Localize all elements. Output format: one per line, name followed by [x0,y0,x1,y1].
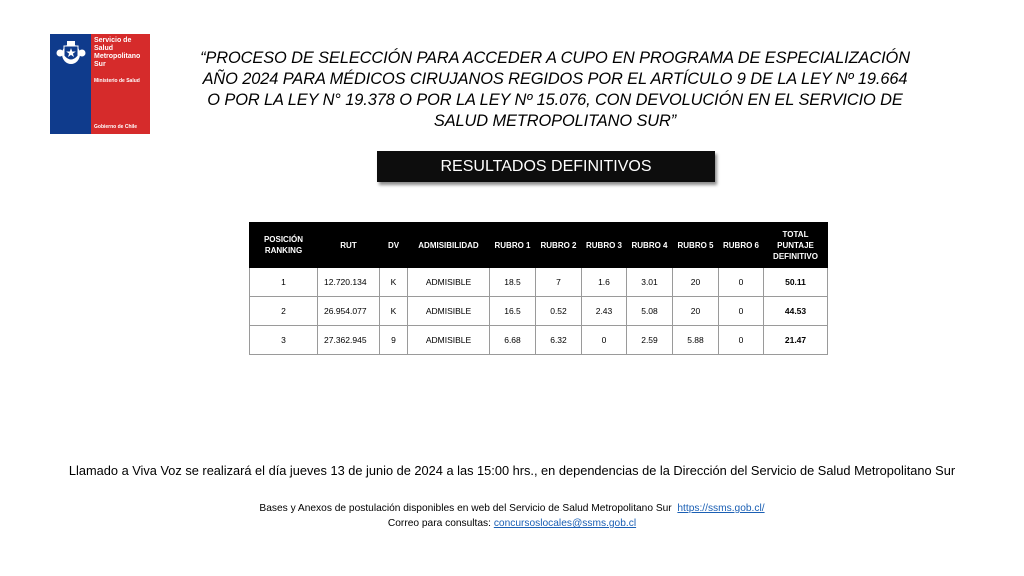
table-cell: 50.11 [764,268,828,297]
table-cell: 2.43 [582,297,627,326]
logo-service-name: Servicio de Salud Metropolitano Sur [94,37,141,68]
table-cell: 0 [582,326,627,355]
page-title: “PROCESO DE SELECCIÓN PARA ACCEDER A CUPO EN PROGRAMA DE ESPECIALIZACIÓN AÑO 2024 PARA MÉDICOS CIRUJANOS REGIDOS POR EL ARTÍCULO 9 DE LA LEY Nº 19.664 O POR LA LEY N° 19.378 O POR LA LEY Nº 15.076, CON DEVOLUCIÓN EN EL SERVICIO DE SALUD METROPOLITANO SUR” [200,49,910,130]
table-row [250,297,828,326]
table-cell: 18.5 [490,268,536,297]
header-cell: DV [380,223,408,268]
table-cell: 20 [673,297,719,326]
contact-line [0,516,1024,531]
table-cell: 1.6 [582,268,627,297]
table-cell: 9 [380,326,408,355]
results-banner: RESULTADOS DEFINITIVOS [377,151,715,182]
header-cell: RUT [318,223,380,268]
table-cell: 20 [673,268,719,297]
table-cell: 1 [250,268,318,297]
table-cell: 26.954.077 [318,297,380,326]
table-cell: 6.68 [490,326,536,355]
header-cell: POSICIÓN RANKING [250,223,318,268]
contact-email-link[interactable]: concursoslocales@ssms.gob.cl [493,518,637,529]
table-cell: 5.88 [673,326,719,355]
table-cell: 21.47 [764,326,828,355]
table-cell: 5.08 [627,297,673,326]
table-cell: 0 [719,268,764,297]
ssms-logo [50,34,150,134]
logo-ministry: Ministerio de Salud [94,78,140,84]
website-link[interactable]: https://ssms.gob.cl/ [677,503,765,514]
table-cell: 44.53 [764,297,828,326]
viva-voz-announcement: Llamado a Viva Voz se realizará el día jueves 13 de junio de 2024 a las 15:00 hrs., en dependencias de la Dirección del Servicio de Salud Metropolitano Sur [68,463,956,478]
header-cell: RUBRO 1 [490,223,536,268]
header-cell: RUBRO 5 [673,223,719,268]
table-cell: ADMISIBLE [408,268,490,297]
table-cell: 12.720.134 [318,268,380,297]
header-cell: RUBRO 2 [536,223,582,268]
table-cell: ADMISIBLE [408,326,490,355]
table-cell: 16.5 [490,297,536,326]
table-cell: 7 [536,268,582,297]
table-cell: 2 [250,297,318,326]
logo-blue-panel [50,34,91,134]
table-cell: 0.52 [536,297,582,326]
table-cell: ADMISIBLE [408,297,490,326]
header-cell: TOTAL PUNTAJE DEFINITIVO [764,223,828,268]
logo-red-panel [91,34,150,134]
table-cell: 27.362.945 [318,326,380,355]
table-header-row [250,223,828,268]
bases-line [0,501,1024,516]
header-cell: RUBRO 3 [582,223,627,268]
contact-text: Correo para consultas: [387,518,491,529]
table-cell: 0 [719,326,764,355]
table-cell: 0 [719,297,764,326]
header-cell: RUBRO 4 [627,223,673,268]
table-cell: 6.32 [536,326,582,355]
bases-info [0,501,1024,531]
bases-text: Bases y Anexos de postulación disponibles en web del Servicio de Salud Metropolitano Sur [259,503,672,514]
chile-coat-of-arms-icon [54,38,88,68]
header-cell: ADMISIBILIDAD [408,223,490,268]
table-row [250,326,828,355]
logo-government: Gobierno de Chile [94,124,138,130]
table-cell: 2.59 [627,326,673,355]
table-cell: 3 [250,326,318,355]
table-row [250,268,828,297]
table-cell: K [380,268,408,297]
header-cell: RUBRO 6 [719,223,764,268]
table-cell: 3.01 [627,268,673,297]
results-table [249,222,828,355]
table-cell: K [380,297,408,326]
